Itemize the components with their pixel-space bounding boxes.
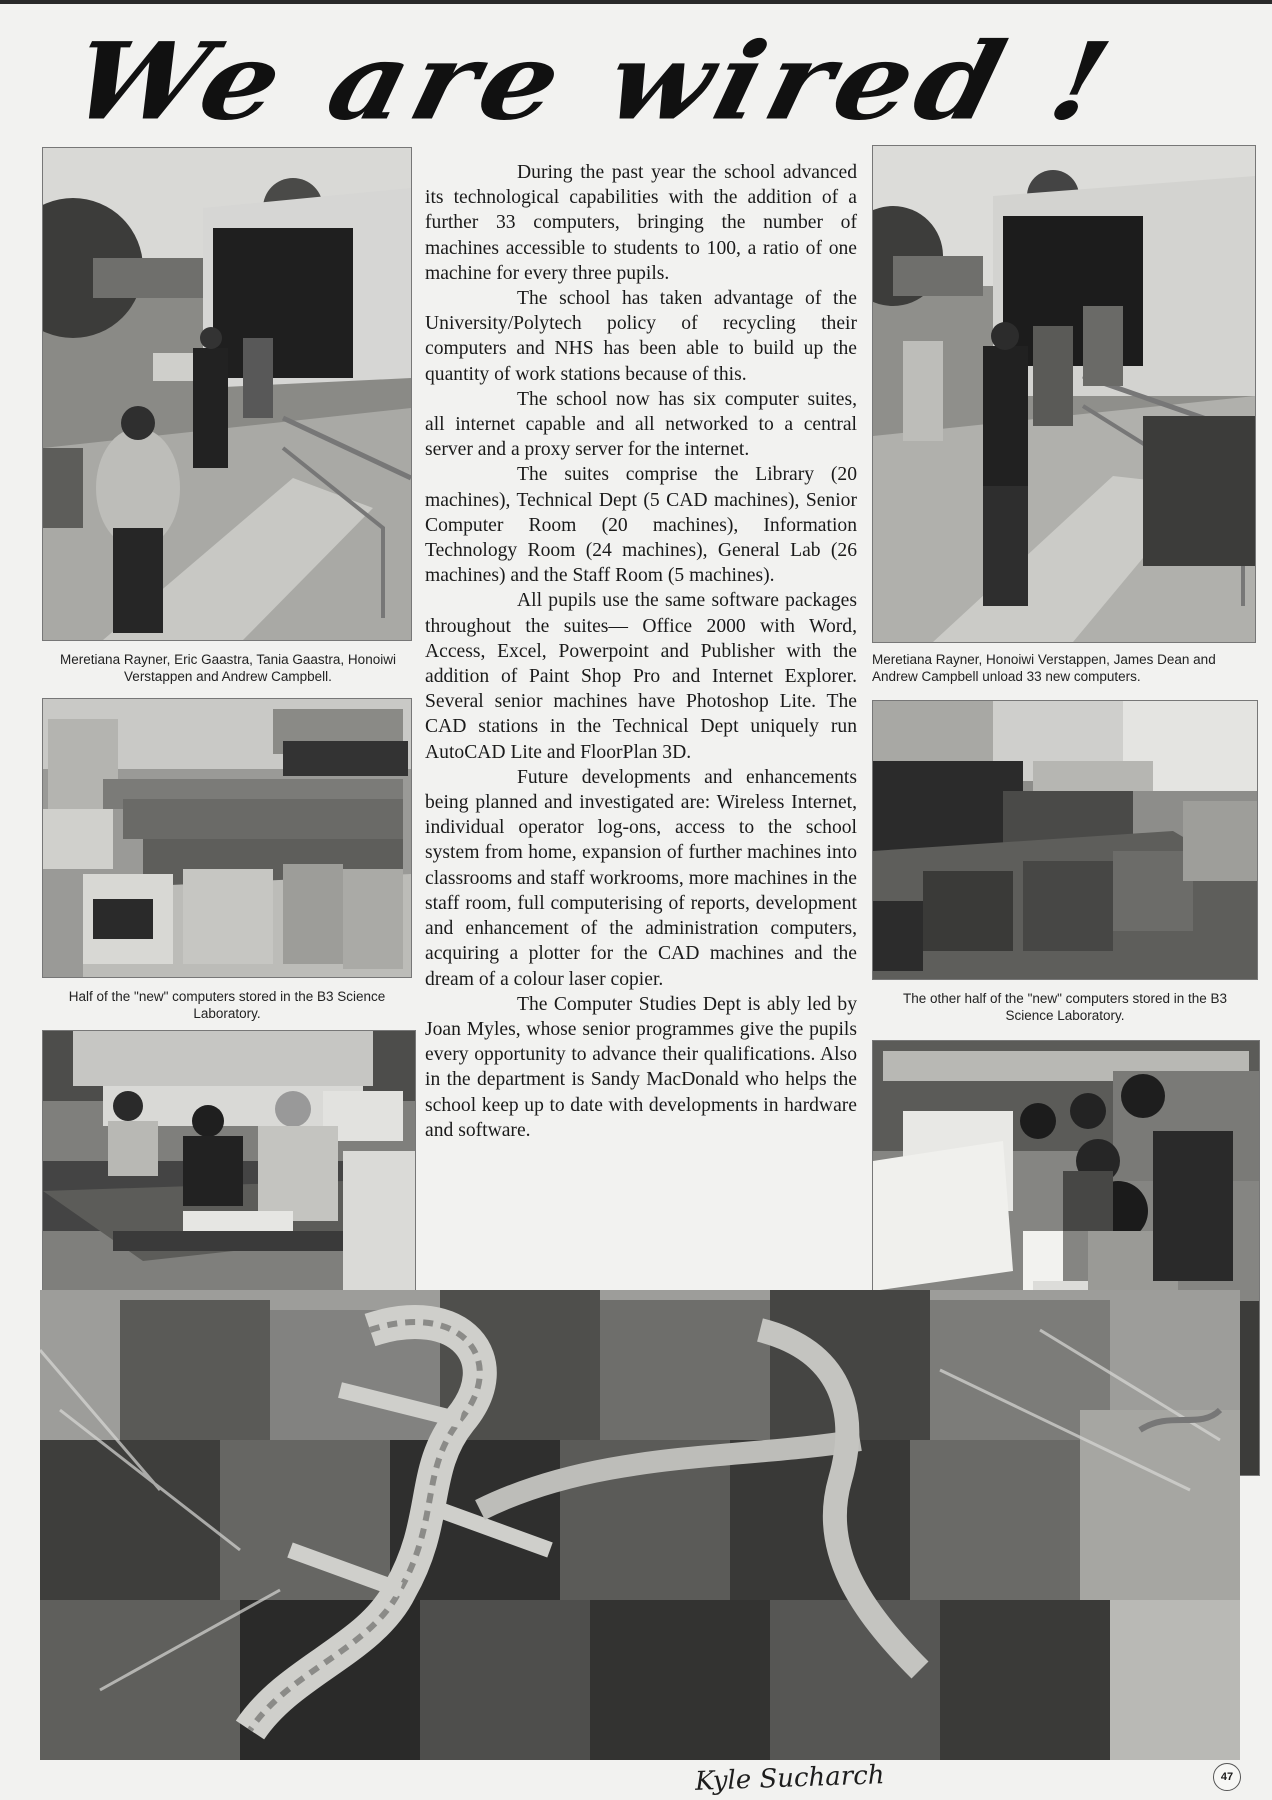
article-paragraph: The school has taken advantage of the University/Polytech policy of recycling their computers and NHS has been able to build up the quantity of work stations because of this. (425, 288, 857, 385)
photo-adult-students (42, 1030, 416, 1314)
caption-boxes-left: Half of the "new" computers stored in the B3 Science Laboratory. (68, 989, 386, 1021)
artwork-lizard (40, 1290, 1240, 1760)
caption-truck-right: Meretiana Rayner, Honoiwi Verstappen, James Dean and Andrew Campbell unload 33 new computers. (872, 652, 1216, 684)
top-rule (0, 0, 1272, 4)
article-paragraph: The Computer Studies Dept is ably led by Joan Myles, whose senior programmes give the pupils every opportunity to advance their qualifications. Also in the department is Sandy MacDonald who helps the school keep up to date with developments in hardware and software. (425, 993, 857, 1141)
page-title: We are wired ! (59, 18, 1128, 144)
article-paragraph: All pupils use the same software packages throughout the suites— Office 2000 with Word, Access, Excel, Powerpoint and Publisher with the addition of Paint Shop Pro and Internet Explorer. Several senior machines have Photoshop Lite. The CAD stations in the Technical Dept uniquely run AutoCAD Lite and FloorPlan 3D. (425, 590, 857, 763)
caption-truck-left: Meretiana Rayner, Eric Gaastra, Tania Gaastra, Honoiwi Verstappen and Andrew Campbell. (60, 652, 396, 684)
article-paragraph: The suites comprise the Library (20 machines), Technical Dept (5 CAD machines), Senior Computer Room (20 machines), Information Technology Room (24 machines), General Lab (26 machines) and the Staff Room (5 machines). (425, 464, 857, 587)
caption-boxes-right: The other half of the "new" computers stored in the B3 Science Laboratory. (902, 991, 1227, 1023)
photo-boxes-left (42, 698, 412, 978)
page-number: 47 (1213, 1763, 1241, 1791)
article-paragraph: Future developments and enhancements being planned and investigated are: Wireless Internet, individual operator log-ons, access to the school system from home, expansion of further machines into classrooms and staff workrooms, more machines in the staff room, full computerising of reports, development and enhancement of the administration computers, acquiring a plotter for the CAD machines and the dream of a colour laser copier. (425, 766, 857, 990)
article-paragraph: During the past year the school advanced its technological capabilities with the addition of a further 33 computers, bringing the number of machines accessible to students to 100, a ratio of one machine for every three pupils. (425, 162, 857, 284)
artist-signature: Kyle Sucharch (694, 1760, 885, 1797)
photo-boxes-right (872, 700, 1258, 980)
photo-truck-left (42, 147, 412, 641)
article-body (425, 160, 857, 1143)
article-paragraph: The school now has six computer suites, all internet capable and all networked to a central server and a proxy server for the internet. (425, 388, 857, 461)
photo-truck-right (872, 145, 1256, 643)
